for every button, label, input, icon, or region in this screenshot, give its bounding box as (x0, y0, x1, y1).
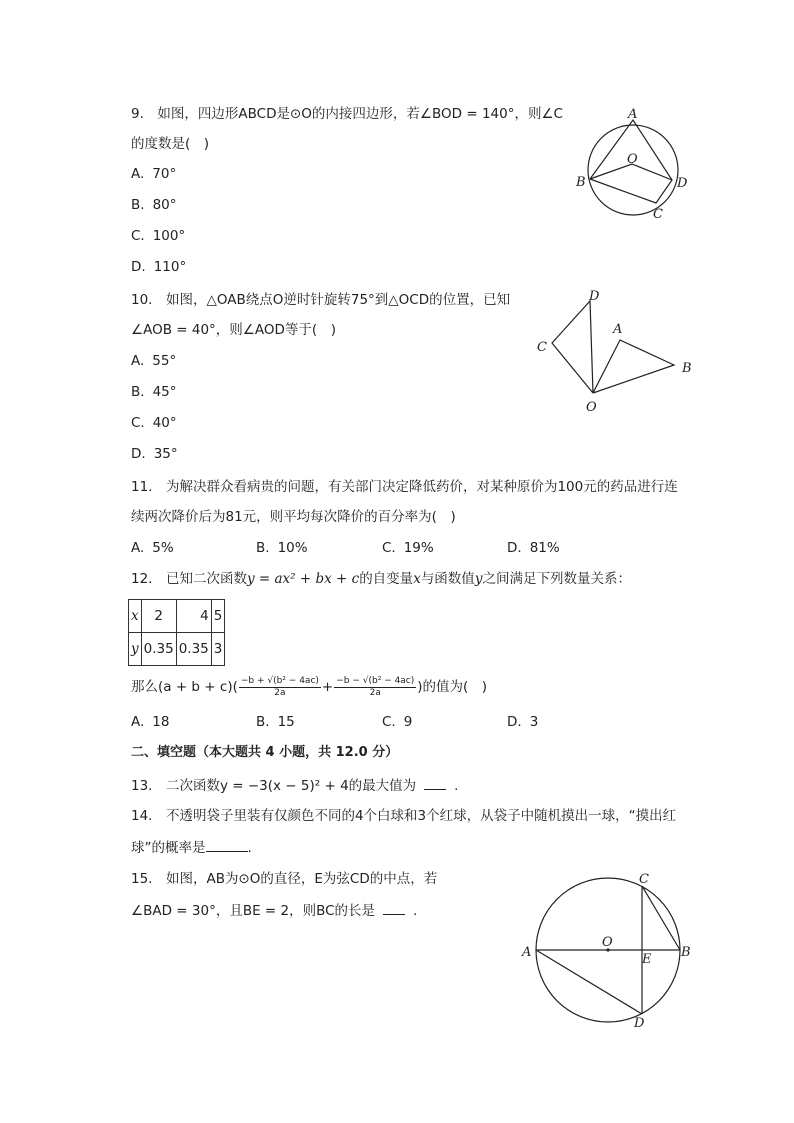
q11-stem-cont: 续两次降价后为81元，则平均每次降价的百分率为( ) (131, 509, 456, 525)
q10-option-a[interactable]: A. 55° (131, 353, 177, 369)
section-title: 二、填空题（本大题共 4 小题，共 12.0 分） (131, 745, 399, 760)
q10-figure (530, 285, 700, 420)
q15-label-d: D (634, 1016, 645, 1031)
q9-stem: 9. 如图，四边形ABCD是⊙O的内接四边形，若∠BOD = 140°，则∠C (131, 106, 563, 122)
q10-label-b: B (682, 361, 692, 376)
q13-stem: 13. 二次函数y = −3(x − 5)² + 4的最大值为 . (131, 775, 458, 796)
q14-stem: 14. 不透明袋子里装有仅颜色不同的4个白球和3个红球，从袋子中随机摸出一球，“摸出红 (131, 808, 677, 824)
q9-option-b[interactable]: B. 80° (131, 197, 177, 213)
q10-stem: 10. 如图，△OAB绕点O逆时针旋转75°到△OCD的位置，已知 (131, 292, 511, 308)
q10-stem-cont: ∠AOB = 40°，则∠AOD等于( ) (131, 322, 336, 338)
q10-triangle-ocd (552, 301, 593, 393)
table-cell: x (129, 600, 142, 633)
q12-stem: 12. 已知二次函数y = ax² + bx + c的自变量x与函数值y之间满足下列数量关系： (131, 571, 631, 587)
q15-stem: 15. 如图，AB为⊙O的直径，E为弦CD的中点，若 (131, 871, 438, 887)
q12-option-b[interactable]: B. 15 (256, 714, 295, 730)
q15-figure (515, 865, 705, 1035)
table-cell: 2 (141, 600, 176, 633)
q10-option-c[interactable]: C. 40° (131, 415, 177, 431)
q15-label-o: O (602, 935, 613, 950)
q10-label-a: A (613, 322, 623, 337)
q12-function: y = ax² + bx + c (246, 571, 360, 587)
q9-label-a: A (628, 107, 638, 122)
q11-option-d[interactable]: D. 81% (507, 540, 560, 556)
q10-triangle-oab (593, 340, 674, 393)
table-cell: 3 (211, 633, 225, 666)
q9-label-o: O (627, 152, 638, 167)
q9-figure (570, 100, 700, 225)
q15-label-b: B (681, 945, 691, 960)
table-row (129, 600, 225, 633)
q11-stem: 11. 为解决群众看病贵的问题，有关部门决定降低药价，对某种原价为100元的药品进行连 (131, 479, 678, 495)
q9-option-d[interactable]: D. 110° (131, 259, 187, 275)
table-cell: y (129, 633, 142, 666)
q15-label-a: A (522, 945, 532, 960)
q12-fraction-2: $\frac{\text{−b − √(b² − 4ac)}}{2a}$ (336, 675, 415, 698)
q9-stem-cont: 的度数是( ) (131, 136, 210, 152)
q9-label-b: B (576, 175, 586, 190)
q15-answer-blank[interactable] (383, 900, 405, 915)
q9-label-d: D (677, 176, 688, 191)
q10-option-b[interactable]: B. 45° (131, 384, 177, 400)
q12-option-d[interactable]: D. 3 (507, 714, 539, 730)
q11-option-b[interactable]: B. 10% (256, 540, 308, 556)
q15-label-e: E (642, 952, 652, 967)
q15-segment-bc (642, 886, 680, 950)
q12-option-c[interactable]: C. 9 (382, 714, 413, 730)
q11-option-c[interactable]: C. 19% (382, 540, 434, 556)
table-cell: 0.35 (141, 633, 176, 666)
q9-option-a[interactable]: A. 70° (131, 166, 177, 182)
table-cell: 5 (211, 600, 225, 633)
q9-label-c: C (653, 207, 663, 222)
q10-label-d: D (589, 289, 600, 304)
q10-label-o: O (586, 400, 597, 415)
q15-segment-ad (536, 950, 642, 1014)
q12-expression: 那么(a + b + c)( $\frac{\text{−b + √(b² − 4ac)}}{2a}$ + $\frac{\text{−b − √(b² − 4ac)}}{2a}$ )的值为( ) (131, 675, 488, 698)
q9-circle (588, 125, 678, 215)
q14-stem-cont: 球”的概率是 . (131, 837, 252, 858)
q15-label-c: C (639, 872, 649, 887)
table-cell: 4 (176, 600, 211, 633)
q9-option-c[interactable]: C. 100° (131, 228, 186, 244)
q13-answer-blank[interactable] (424, 775, 446, 790)
q12-fraction-1: $\frac{\text{−b + √(b² − 4ac)}}{2a}$ (240, 675, 319, 698)
q10-option-d[interactable]: D. 35° (131, 446, 178, 462)
q12-option-a[interactable]: A. 18 (131, 714, 170, 730)
table-row (129, 633, 225, 666)
q10-label-c: C (537, 340, 547, 355)
q14-answer-blank[interactable] (206, 837, 248, 852)
table-cell: 0.35 (176, 633, 211, 666)
q15-stem-cont: ∠BAD = 30°，且BE = 2，则BC的长是 . (131, 900, 417, 921)
q11-option-a[interactable]: A. 5% (131, 540, 174, 556)
q12-table (128, 599, 225, 666)
